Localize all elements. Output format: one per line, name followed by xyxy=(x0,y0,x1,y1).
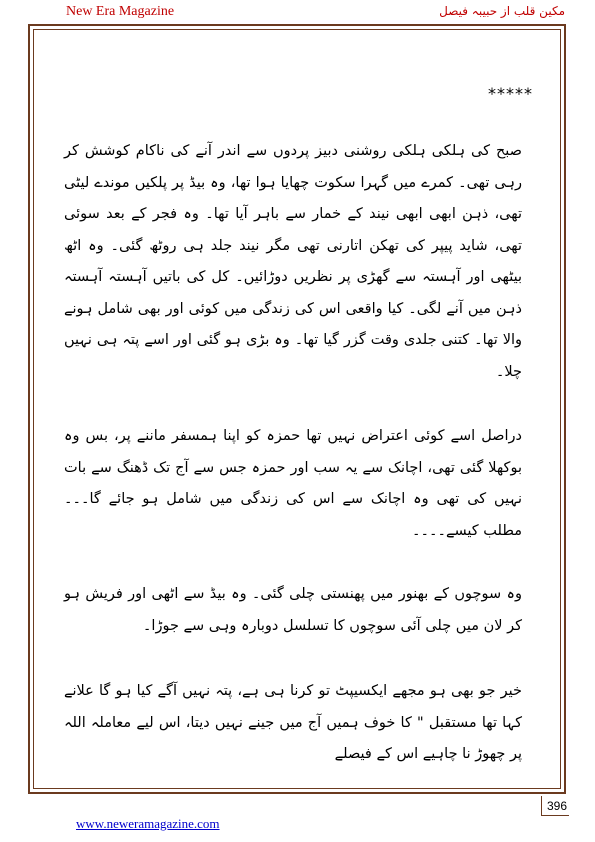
paragraph-2 xyxy=(64,421,522,547)
paragraph-text: صبح کی ہلکی ہلکی روشنی دبیز پردوں سے اندر آنے کی ناکام کوشش کر رہی تھی۔ کمرے میں گہرا سکوت چھایا ہوا تھا، وہ بیڈ پر پلکیں موندے لیٹی تھی، ذہن ابھی ابھی نیند کے خمار سے باہر آیا تھا۔ وہ فجر کے بعد سوئی تھی، شاید پیپر کی تھکن اتارنی تھی مگر نیند جلد ہی روٹھ گئی۔ وہ اٹھ بیٹھی اور آہستہ سے گھڑی پر نظریں دوڑائیں۔ کل کی باتیں آہستہ آہستہ ذہن میں آنے لگی۔ کیا واقعی اس کی زندگی میں کوئی اور بھی شامل ہونے والا تھا۔ کتنی جلدی وقت گزر گیا تھا۔ وہ بڑی ہو گئی اور اسے پتہ ہی نہیں چلا۔ xyxy=(64,143,522,380)
paragraph-1 xyxy=(64,136,522,388)
website-link[interactable]: www.neweramagazine.com xyxy=(76,816,220,831)
section-separator: ***** xyxy=(488,84,533,103)
magazine-name: New Era Magazine xyxy=(66,4,175,19)
story-title: مکین قلب از حبیبہ فیصل xyxy=(439,4,565,18)
paragraph-text: وہ سوچوں کے بھنور میں پھنستی چلی گئی۔ وہ بیڈ سے اٹھی اور فریش ہو کر لان میں چلی آئی سوچوں کا تسلسل دوبارہ وہی سے جوڑا۔ xyxy=(64,586,522,634)
paragraph-text: دراصل اسے کوئی اعتراض نہیں تھا حمزہ کو اپنا ہمسفر ماننے پر، بس وہ بوکھلا گئی تھی، اچانک سے یہ سب اور حمزہ جس سے آج تک ڈھنگ سے بات نہیں کی تھی وہ اچانک سے اس کی زندگی میں شامل ہو جائے گا۔۔۔ مطلب کیسے۔۔۔۔ xyxy=(64,428,522,539)
paragraph-3 xyxy=(64,579,522,642)
paragraph-4 xyxy=(64,676,522,771)
page-number: 396 xyxy=(541,796,569,816)
paragraph-text: خیر جو بھی ہو مجھے ایکسیپٹ تو کرنا ہی ہے، پتہ نہیں آگے کیا ہو گا علانے کہا تھا مستقبل " کا خوف ہمیں آج میں جینے نہیں دیتا، اس لیے معاملہ اللہ پر چھوڑ نا چاہیے اس کے فیصلے xyxy=(64,683,522,762)
